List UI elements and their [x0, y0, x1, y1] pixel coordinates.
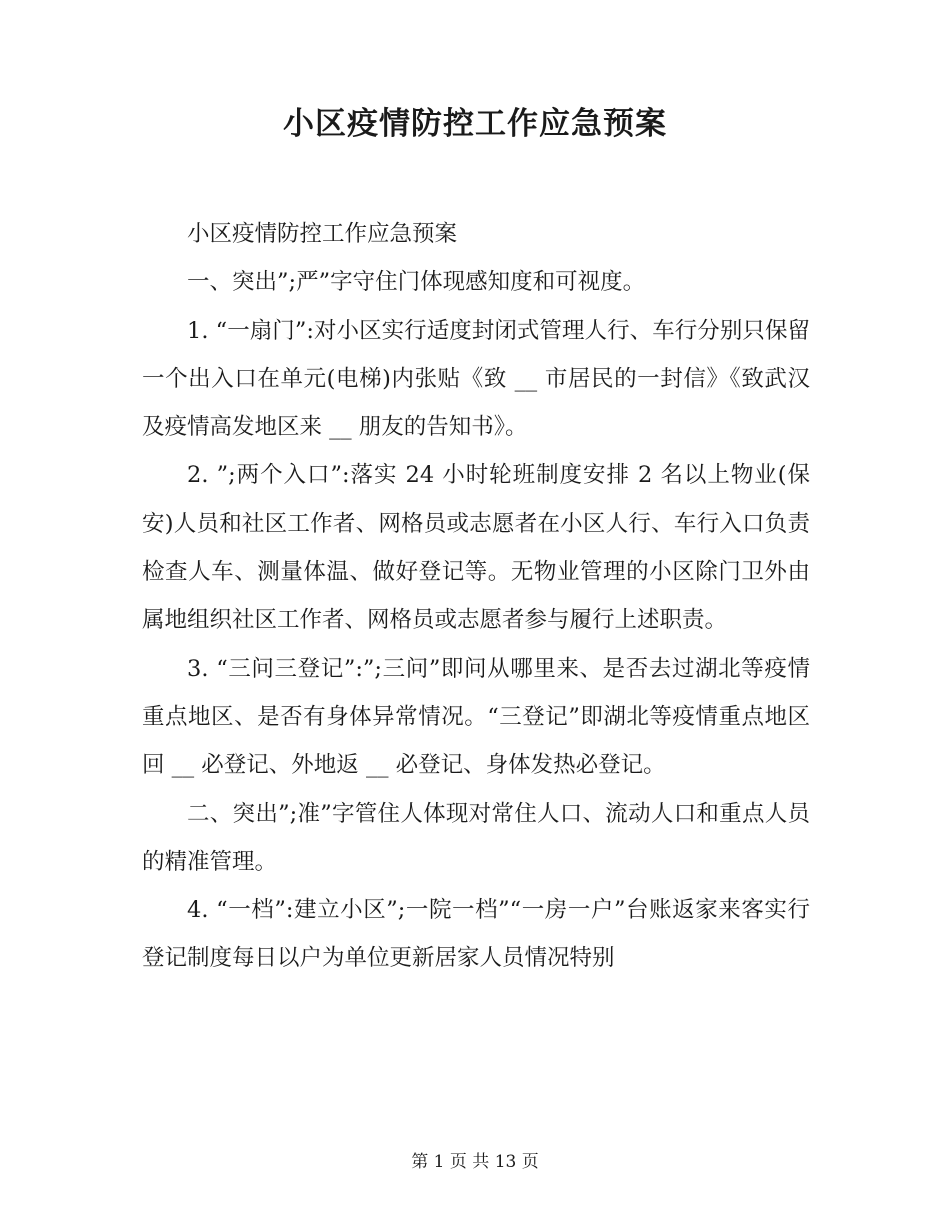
page-number-footer: 第 1 页 共 13 页	[411, 1152, 539, 1172]
paragraph-item-4: 4. “一档”:建立小区”;一院一档”“一房一户”台账返家来客实行登记制度每日以户为单位更新居家人员情况特别	[142, 897, 810, 972]
paragraph-item-2: 2. ”;两个入口”:落实 24 小时轮班制度安排 2 名以上物业(保安)人员和社区工作者、网格员或志愿者在小区人行、车行入口负责检查人车、测量体温、做好登记等。无物业管理的小区除门卫外由属地组织社区工作者、网格员或志愿者参与履行上述职责。	[142, 462, 810, 634]
paragraph-item-3: 3. “三问三登记”:”;三问”即问从哪里来、是否去过湖北等疫情重点地区、是否有身体异常情况。“三登记”即湖北等疫情重点地区回 __ 必登记、外地返 __ 必登记、身体发热必登记。	[142, 655, 810, 779]
paragraph-item-1: 1. “一扇门”:对小区实行适度封闭式管理人行、车行分别只保留一个出入口在单元(电梯)内张贴《致 __ 市居民的一封信》《致武汉及疫情高发地区来 __ 朋友的告知书》。	[142, 317, 810, 441]
document-body	[142, 210, 810, 983]
paragraph-heading: 小区疫情防控工作应急预案	[187, 221, 458, 247]
document-title: 小区疫情防控工作应急预案	[283, 106, 667, 142]
paragraph-section-2: 二、突出”;准”字管住人体现对常住人口、流动人口和重点人员的精准管理。	[142, 800, 810, 875]
paragraph-section-1: 一、突出”;严”字守住门体现感知度和可视度。	[187, 269, 646, 296]
